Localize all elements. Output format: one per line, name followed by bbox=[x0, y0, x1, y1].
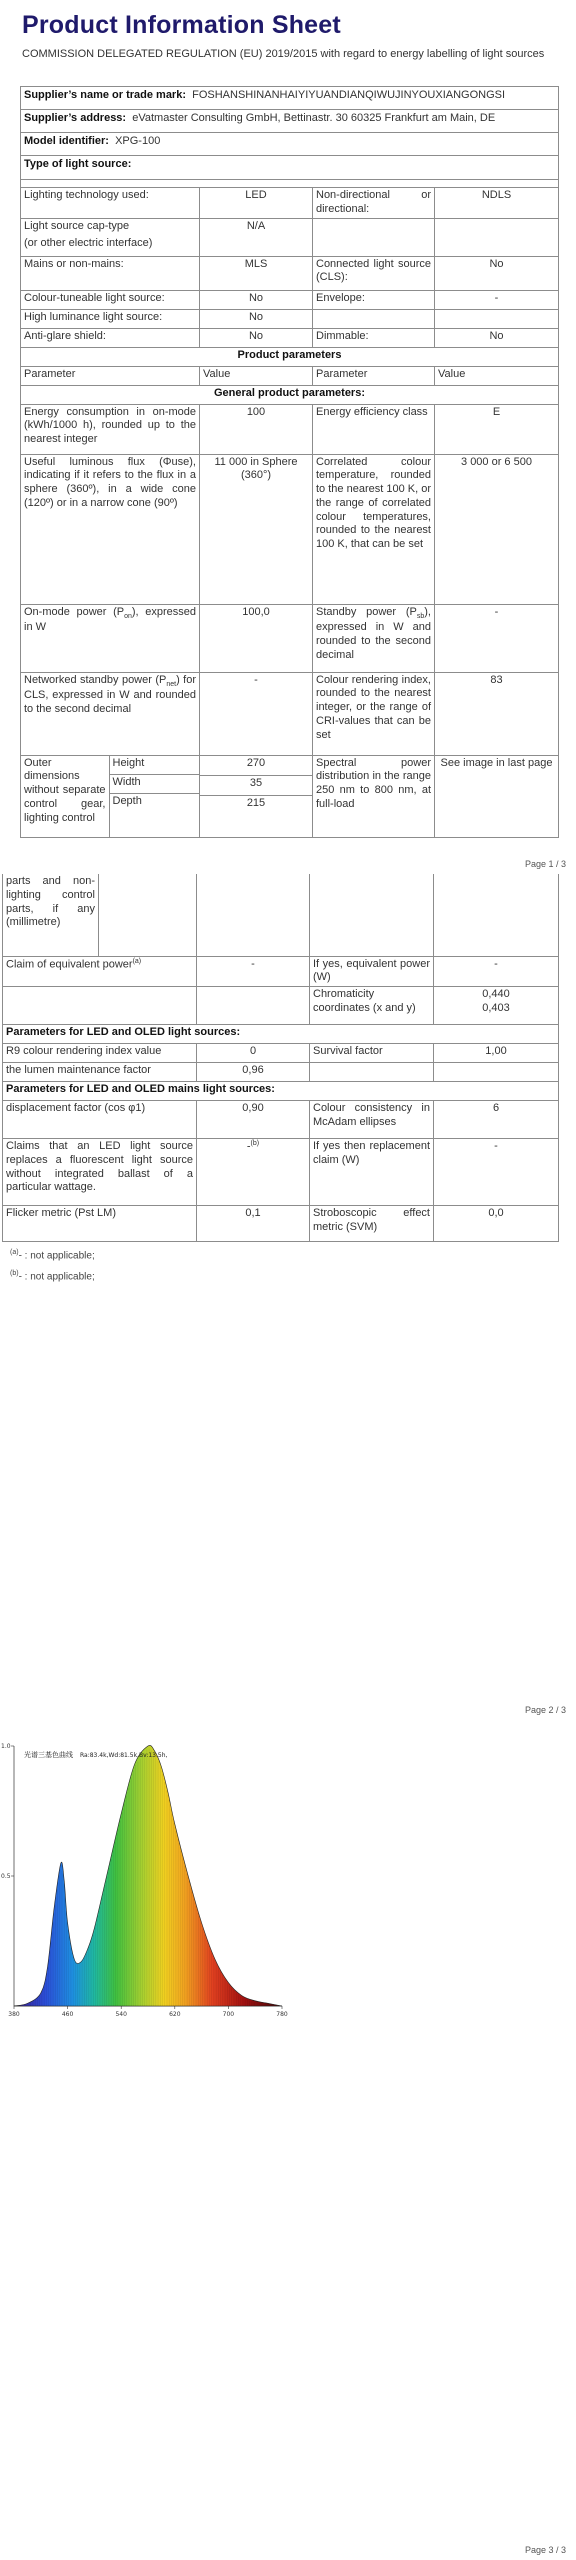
chroma-x: 0,440 bbox=[482, 988, 510, 1000]
claims-value bbox=[197, 1139, 310, 1206]
consistency-label: Colour consistency in McAdam ellipses bbox=[310, 1101, 434, 1139]
cap-label-line1: Light source cap-type bbox=[24, 219, 130, 232]
height-value: 270 bbox=[200, 756, 312, 776]
spectrum-chart bbox=[0, 1730, 300, 2030]
empty-cell bbox=[3, 987, 197, 1025]
antiglare-label: Anti-glare shield: bbox=[21, 328, 200, 347]
standby-label-a: Standby power (P bbox=[316, 605, 417, 618]
supplier-address-label: Supplier’s address: bbox=[24, 112, 127, 124]
outer-label: Outer dimensions without separate control gear, lighting control bbox=[21, 756, 109, 837]
onmode-label-a: On-mode power (P bbox=[24, 605, 125, 618]
page-title: Product Information Sheet bbox=[22, 11, 341, 39]
ifyes-label: If yes, equivalent power (W) bbox=[310, 956, 434, 987]
standby-label bbox=[313, 604, 435, 672]
netstandby-value: - bbox=[200, 672, 313, 755]
chroma-label: Chromaticity coordinates (x and y) bbox=[310, 987, 434, 1025]
strobo-value: 0,0 bbox=[434, 1206, 559, 1242]
page-number-1: Page 1 / 3 bbox=[524, 859, 566, 869]
eclass-label: Energy efficiency class bbox=[313, 404, 435, 454]
claims-label: Claims that an LED light source replaces a fluorescent light source without integrated ballast of a particular wattage. bbox=[3, 1139, 197, 1206]
mains-value: MLS bbox=[200, 256, 313, 290]
chroma-value bbox=[434, 987, 559, 1025]
eclass-value: E bbox=[435, 404, 559, 454]
model-row bbox=[21, 133, 559, 156]
ifyes-value: - bbox=[434, 956, 559, 987]
energy-label: Energy consumption in on-mode (kWh/1000 h), rounded up to the nearest integer bbox=[21, 404, 200, 454]
consistency-value: 6 bbox=[434, 1101, 559, 1139]
height-label: Height bbox=[109, 756, 199, 775]
col-value: Value bbox=[200, 366, 313, 385]
empty-cell bbox=[310, 1063, 434, 1082]
col-parameter: Parameter bbox=[21, 366, 200, 385]
tech-value: LED bbox=[200, 188, 313, 219]
netstandby-label-b: ) for CLS, expressed in W and rounded to the second decimal bbox=[24, 673, 197, 716]
tech-label: Lighting technology used: bbox=[21, 188, 200, 219]
footnote-a-text: - : not applicable; bbox=[18, 1250, 95, 1262]
cri-value: 83 bbox=[435, 672, 559, 755]
section-led-mains: Parameters for LED and OLED mains light sources: bbox=[3, 1082, 559, 1101]
supplier-name-label: Supplier’s name or trade mark: bbox=[24, 89, 186, 101]
onmode-sub: on bbox=[124, 612, 132, 620]
standby-sub: sb bbox=[416, 612, 425, 620]
section-general: General product parameters: bbox=[21, 385, 559, 404]
depth-label: Depth bbox=[112, 795, 142, 807]
col-parameter2: Parameter bbox=[313, 366, 435, 385]
x-tick-label: 460 bbox=[61, 2011, 74, 2018]
dimmable-value: No bbox=[435, 328, 559, 347]
lumen-value: 0,96 bbox=[197, 1063, 310, 1082]
footnote-a-mark: (a) bbox=[10, 1249, 19, 1256]
y-tick-label: 1.0 bbox=[1, 1743, 11, 1750]
regulation-subtitle: COMMISSION DELEGATED REGULATION (EU) 2019/2015 with regard to energy labelling of light sources bbox=[22, 48, 545, 60]
onmode-label-b: ), expressed in W bbox=[24, 605, 196, 634]
product-info-table bbox=[20, 86, 559, 838]
empty-cell bbox=[310, 874, 434, 956]
claims-value-text: - bbox=[246, 1140, 251, 1153]
mains-label: Mains or non-mains: bbox=[21, 256, 200, 290]
chroma-y: 0,403 bbox=[482, 1001, 510, 1014]
type-label: Type of light source: bbox=[24, 158, 132, 170]
colour-value: No bbox=[200, 290, 313, 309]
antiglare-value: No bbox=[200, 328, 313, 347]
type-row bbox=[21, 156, 559, 180]
nondir-label: Non-directional or directional: bbox=[313, 188, 435, 219]
empty-cell bbox=[434, 874, 559, 956]
supplier-address-row bbox=[21, 110, 559, 133]
netstandby-label-a: Networked standby power (P bbox=[24, 673, 167, 686]
highlum-label: High luminance light source: bbox=[21, 309, 200, 328]
col-value2: Value bbox=[435, 366, 559, 385]
empty-cell bbox=[99, 874, 197, 956]
disp-value: 0,90 bbox=[197, 1101, 310, 1139]
cap-label-line2: (or other electric interface) bbox=[24, 237, 153, 250]
product-info-table-continued bbox=[2, 874, 559, 1242]
replacement-value: - bbox=[434, 1139, 559, 1206]
strobo-label: Stroboscopic effect metric (SVM) bbox=[310, 1206, 434, 1242]
onmode-label bbox=[21, 604, 200, 672]
cls-label: Connected light source (CLS): bbox=[313, 256, 435, 290]
flicker-value: 0,1 bbox=[197, 1206, 310, 1242]
footnote-b-mark: (b) bbox=[10, 1270, 19, 1277]
cls-value: No bbox=[435, 256, 559, 290]
lumen-label: the lumen maintenance factor bbox=[3, 1063, 197, 1082]
standby-value: - bbox=[435, 604, 559, 672]
supplier-name-row bbox=[21, 87, 559, 110]
spectral-value: See image in last page bbox=[435, 755, 559, 837]
colour-label: Colour-tuneable light source: bbox=[21, 290, 200, 309]
energy-value: 100 bbox=[200, 404, 313, 454]
r9-label: R9 colour rendering index value bbox=[3, 1044, 197, 1063]
width-label: Width bbox=[109, 775, 199, 794]
chart-title: 光谱三基色曲线 bbox=[24, 1751, 73, 1759]
empty-cell bbox=[435, 218, 559, 256]
standby-label-b: ), expressed in W and rounded to the second decimal bbox=[316, 605, 431, 661]
model-label: Model identifier: bbox=[24, 135, 109, 147]
outer-dimensions-cell bbox=[21, 755, 200, 837]
disp-label: displacement factor (cos φ1) bbox=[3, 1101, 197, 1139]
x-tick-label: 540 bbox=[115, 2011, 127, 2018]
width-value: 35 bbox=[200, 776, 312, 796]
flux-value: 11 000 in Sphere (360°) bbox=[200, 454, 313, 604]
footnote-a bbox=[10, 1249, 95, 1262]
empty-cell bbox=[313, 309, 435, 328]
depth-value: 215 bbox=[246, 796, 266, 809]
spectral-label: Spectral power distribution in the range 250 nm to 800 nm, at full-load bbox=[313, 755, 435, 837]
highlum-value: No bbox=[200, 309, 313, 328]
survival-label: Survival factor bbox=[310, 1044, 434, 1063]
empty-cell bbox=[313, 218, 435, 256]
dimension-values-cell bbox=[200, 755, 313, 837]
claims-sup: (b) bbox=[250, 1140, 260, 1147]
netstandby-sub: net bbox=[166, 680, 177, 688]
netstandby-label bbox=[21, 672, 200, 755]
outer-label-cont: parts and non-lighting control parts, if any (millimetre) bbox=[3, 874, 99, 956]
x-tick-label: 780 bbox=[276, 2011, 288, 2018]
x-tick-label: 700 bbox=[222, 2011, 235, 2018]
claim-value: - bbox=[197, 956, 310, 987]
empty-cell bbox=[197, 987, 310, 1025]
y-tick-label: 0.5 bbox=[1, 1873, 11, 1880]
footnote-b-text: - : not applicable; bbox=[18, 1271, 95, 1283]
x-tick-label: 380 bbox=[8, 2011, 20, 2018]
cap-value: N/A bbox=[200, 218, 313, 256]
page-number-2: Page 2 / 3 bbox=[524, 1705, 566, 1715]
section-product-parameters: Product parameters bbox=[21, 347, 559, 366]
claim-label bbox=[3, 956, 197, 987]
dimensions-subtable bbox=[21, 756, 199, 837]
claim-label-text: Claim of equivalent power bbox=[6, 958, 133, 971]
empty-cell bbox=[434, 1063, 559, 1082]
envelope-value: - bbox=[435, 290, 559, 309]
spacer bbox=[21, 180, 559, 188]
page-number-3: Page 3 / 3 bbox=[524, 2545, 566, 2555]
claim-sup: (a) bbox=[132, 957, 142, 965]
footnote-b bbox=[10, 1270, 95, 1283]
model-value: XPG-100 bbox=[115, 135, 161, 147]
empty-cell bbox=[197, 874, 310, 956]
survival-value: 1,00 bbox=[434, 1044, 559, 1063]
section-led: Parameters for LED and OLED light sources: bbox=[3, 1025, 559, 1044]
spectrum-chart-svg bbox=[0, 1730, 300, 2030]
r9-value: 0 bbox=[197, 1044, 310, 1063]
spectrum-area bbox=[14, 1745, 282, 2006]
cct-label: Correlated colour temperature, rounded to the nearest 100 K, or the range of correlated colour temperatures, rounded to the nearest 100 K, that can be set bbox=[313, 454, 435, 604]
x-tick-label: 620 bbox=[169, 2011, 181, 2018]
cri-label: Colour rendering index, rounded to the nearest integer, or the range of CRI-values that can be set bbox=[313, 672, 435, 755]
supplier-address-value: eVatmaster Consulting GmbH, Bettinastr. 30 60325 Frankfurt am Main, DE bbox=[132, 112, 496, 124]
cap-label bbox=[21, 218, 200, 256]
cct-value: 3 000 or 6 500 bbox=[435, 454, 559, 604]
replacement-label: If yes then replacement claim (W) bbox=[310, 1139, 434, 1206]
dimmable-label: Dimmable: bbox=[313, 328, 435, 347]
chart-subtitle: Ra:83.4k,Wd:81.5k,Bv:13.5h, bbox=[80, 1752, 168, 1759]
nondir-value: NDLS bbox=[435, 188, 559, 219]
empty-cell bbox=[435, 309, 559, 328]
flux-label: Useful luminous flux (Φuse), indicating if it refers to the flux in a sphere (360º), in a wide cone (120º) or in a narrow cone (90º) bbox=[21, 454, 200, 604]
onmode-value: 100,0 bbox=[200, 604, 313, 672]
supplier-name-value: FOSHANSHINANHAIYIYUANDIANQIWUJINYOUXIANGONGSI bbox=[192, 89, 506, 101]
envelope-label: Envelope: bbox=[313, 290, 435, 309]
flicker-label: Flicker metric (Pst LM) bbox=[3, 1206, 197, 1242]
